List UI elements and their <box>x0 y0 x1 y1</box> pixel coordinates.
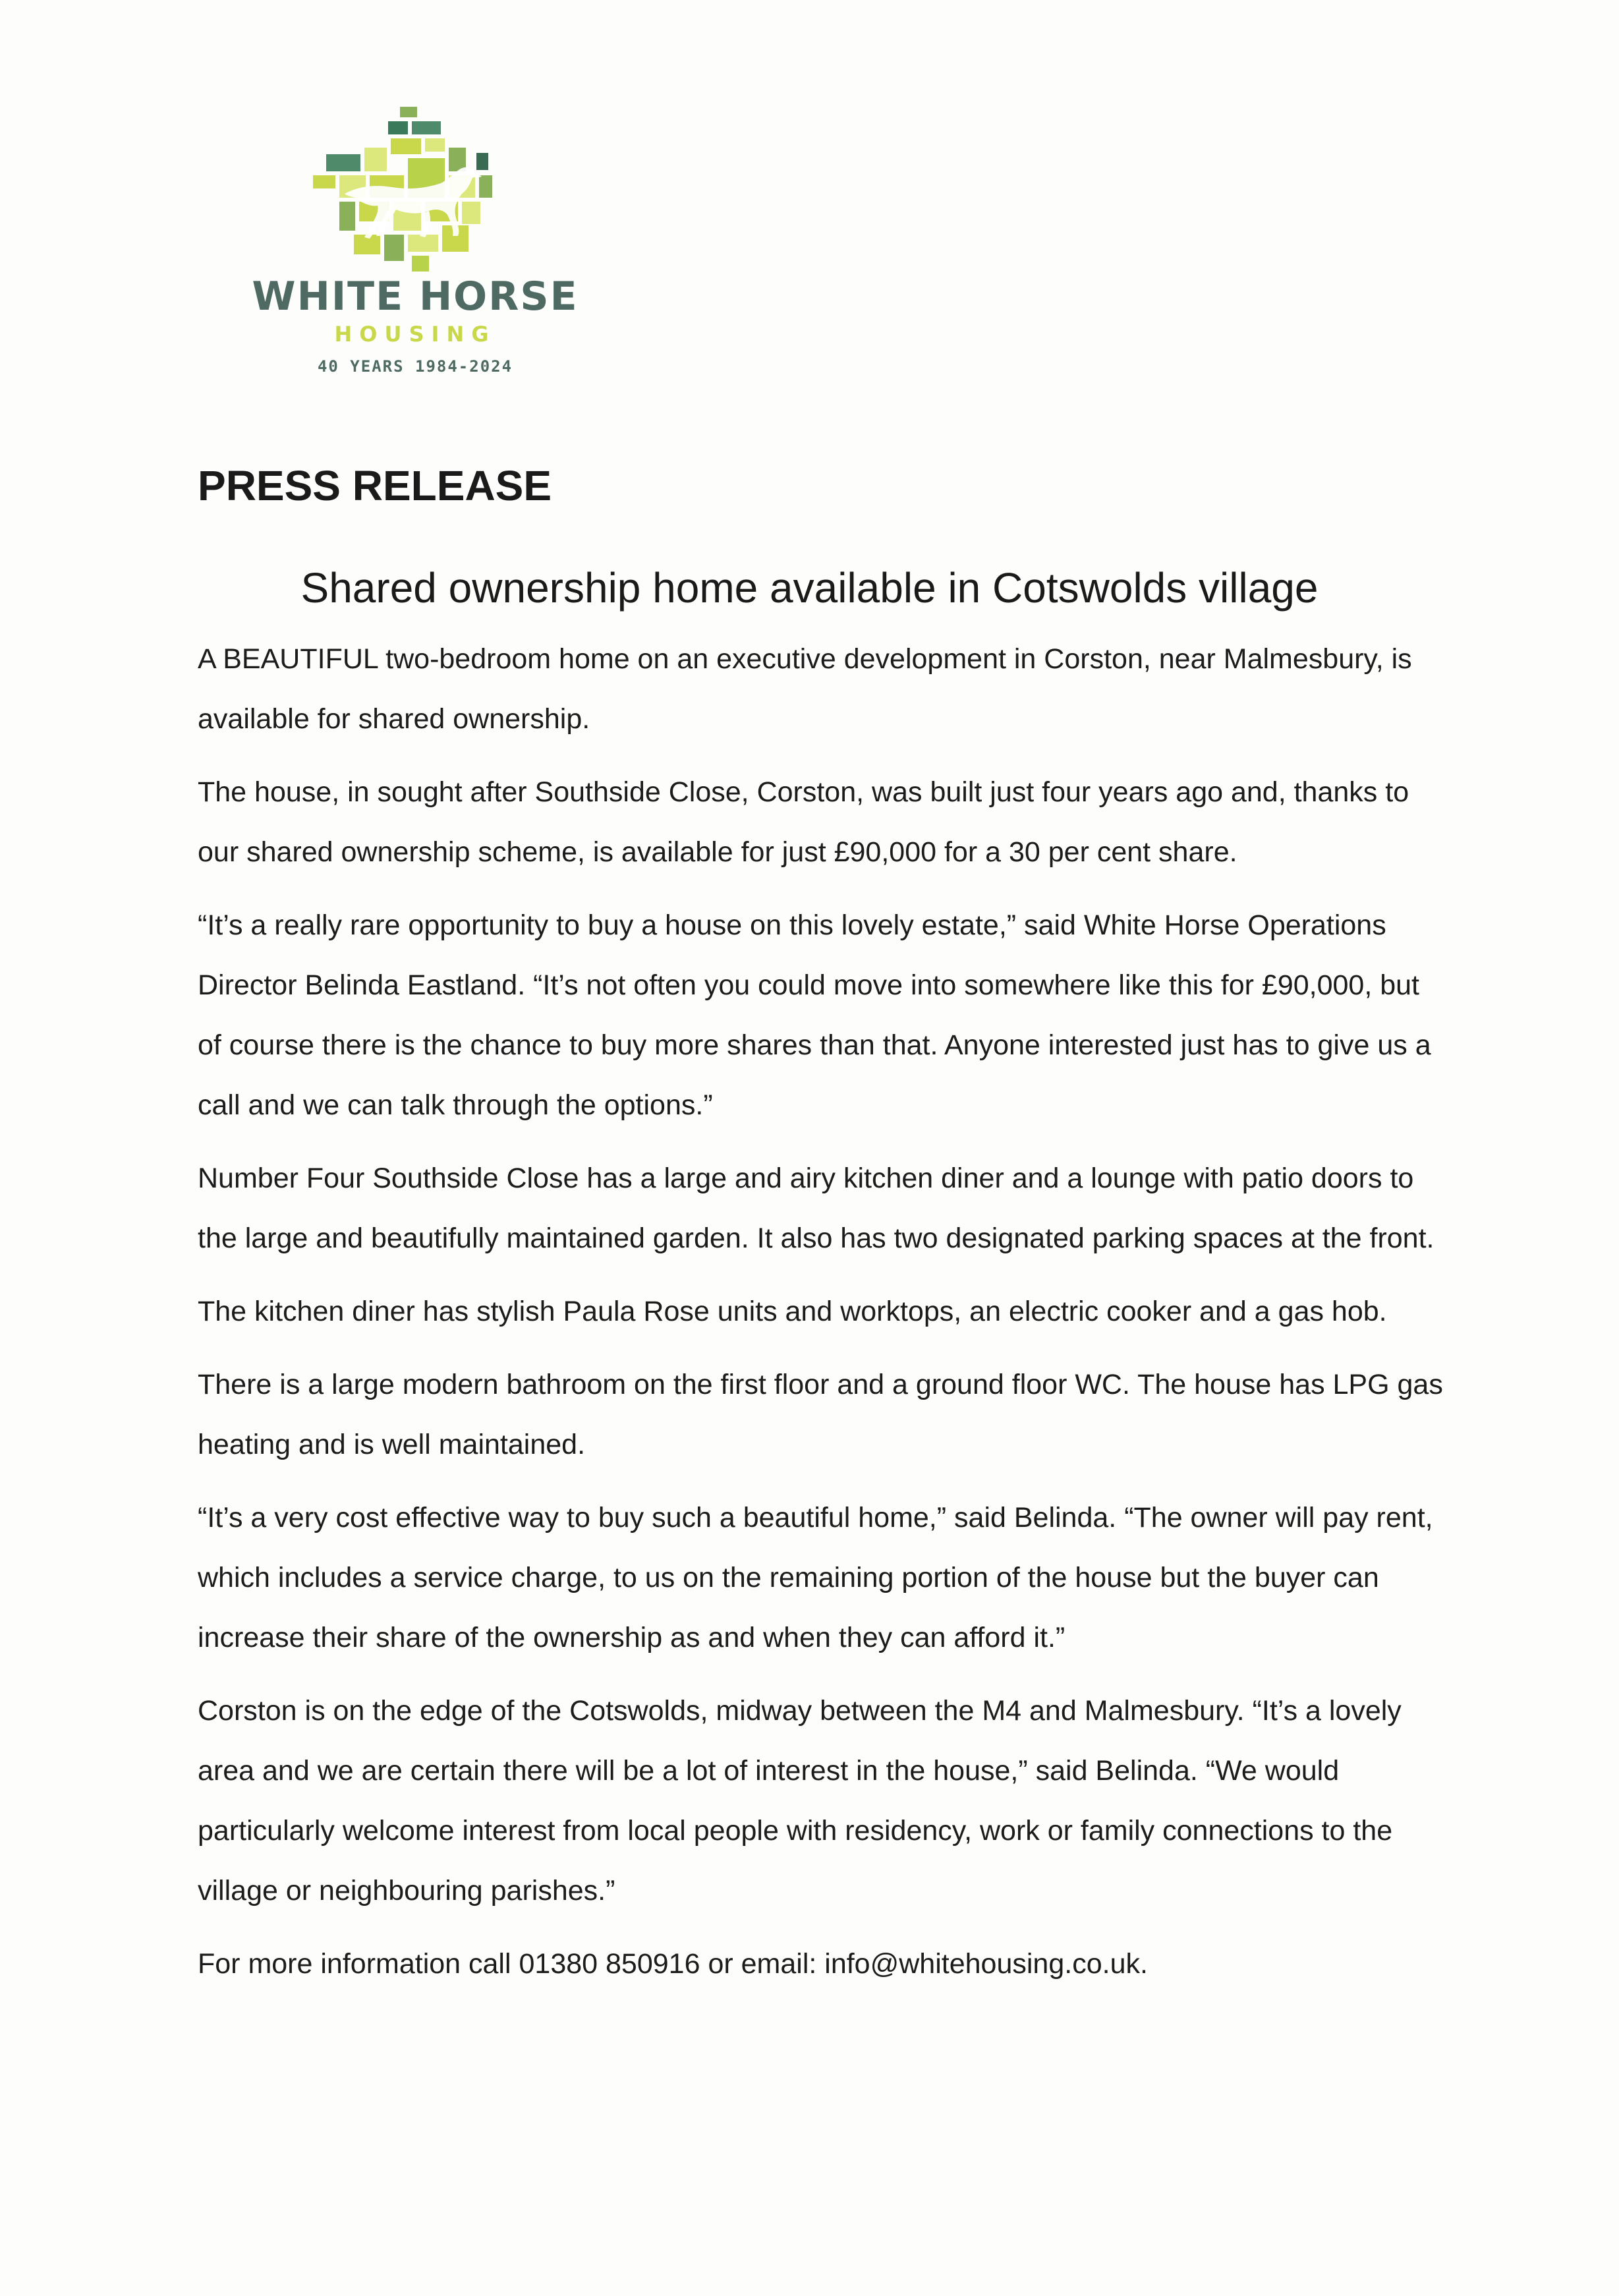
logo-anniversary: 40 YEARS 1984-2024 <box>317 357 513 376</box>
paragraph: Number Four Southside Close has a large and airy kitchen diner and a lounge with patio doors to the large and beautifully maintained garden. It also has two designated parking spaces at the front. <box>198 1162 1434 1254</box>
logo-subname: HOUSING <box>334 322 496 347</box>
horse-tile-logo-icon <box>313 107 517 285</box>
paragraph: The house, in sought after Southside Close, Corston, was built just four years ago and, thanks to our shared ownership scheme, is available for just £90,000 for a 30 per cent share. <box>198 776 1409 868</box>
article-title: Shared ownership home available in Cotswolds village <box>300 564 1319 612</box>
paragraph: There is a large modern bathroom on the first floor and a ground floor WC. The house has LPG gas heating and is well maintained. <box>198 1369 1443 1460</box>
paragraph: “It’s a very cost effective way to buy such a beautiful home,” said Belinda. “The owner will pay rent, which includes a service charge, to us on the remaining portion of the house but the buyer can increase their share of the ownership as and when they can afford it.” <box>198 1502 1433 1653</box>
paragraph: A BEAUTIFUL two-bedroom home on an executive development in Corston, near Malmesbury, is available for shared ownership. <box>198 643 1412 735</box>
press-release-heading: PRESS RELEASE <box>198 462 552 509</box>
article-body <box>198 629 1450 2007</box>
white-horse-housing-logo <box>250 99 580 389</box>
paragraph: The kitchen diner has stylish Paula Rose units and worktops, an electric cooker and a gas hob. <box>198 1296 1387 1327</box>
contact-line: For more information call 01380 850916 or email: info@whitehousing.co.uk. <box>198 1948 1148 1980</box>
paragraph: “It’s a really rare opportunity to buy a house on this lovely estate,” said White Horse Operations Director Belinda Eastland. “It’s not often you could move into somewhere like this for £90,000, but of course there is the chance to buy more shares than that. Anyone interested just has to give us a call and we can talk through the options.” <box>198 909 1431 1121</box>
logo-name: WHITE HORSE <box>252 273 579 320</box>
paragraph: Corston is on the edge of the Cotswolds, midway between the M4 and Malmesbury. “It’s a lovely area and we are certain there will be a lot of interest in the house,” said Belinda. “We would particularly welcome interest from local people with residency, work or family connections to the village or neighbouring parishes.” <box>198 1695 1402 1907</box>
